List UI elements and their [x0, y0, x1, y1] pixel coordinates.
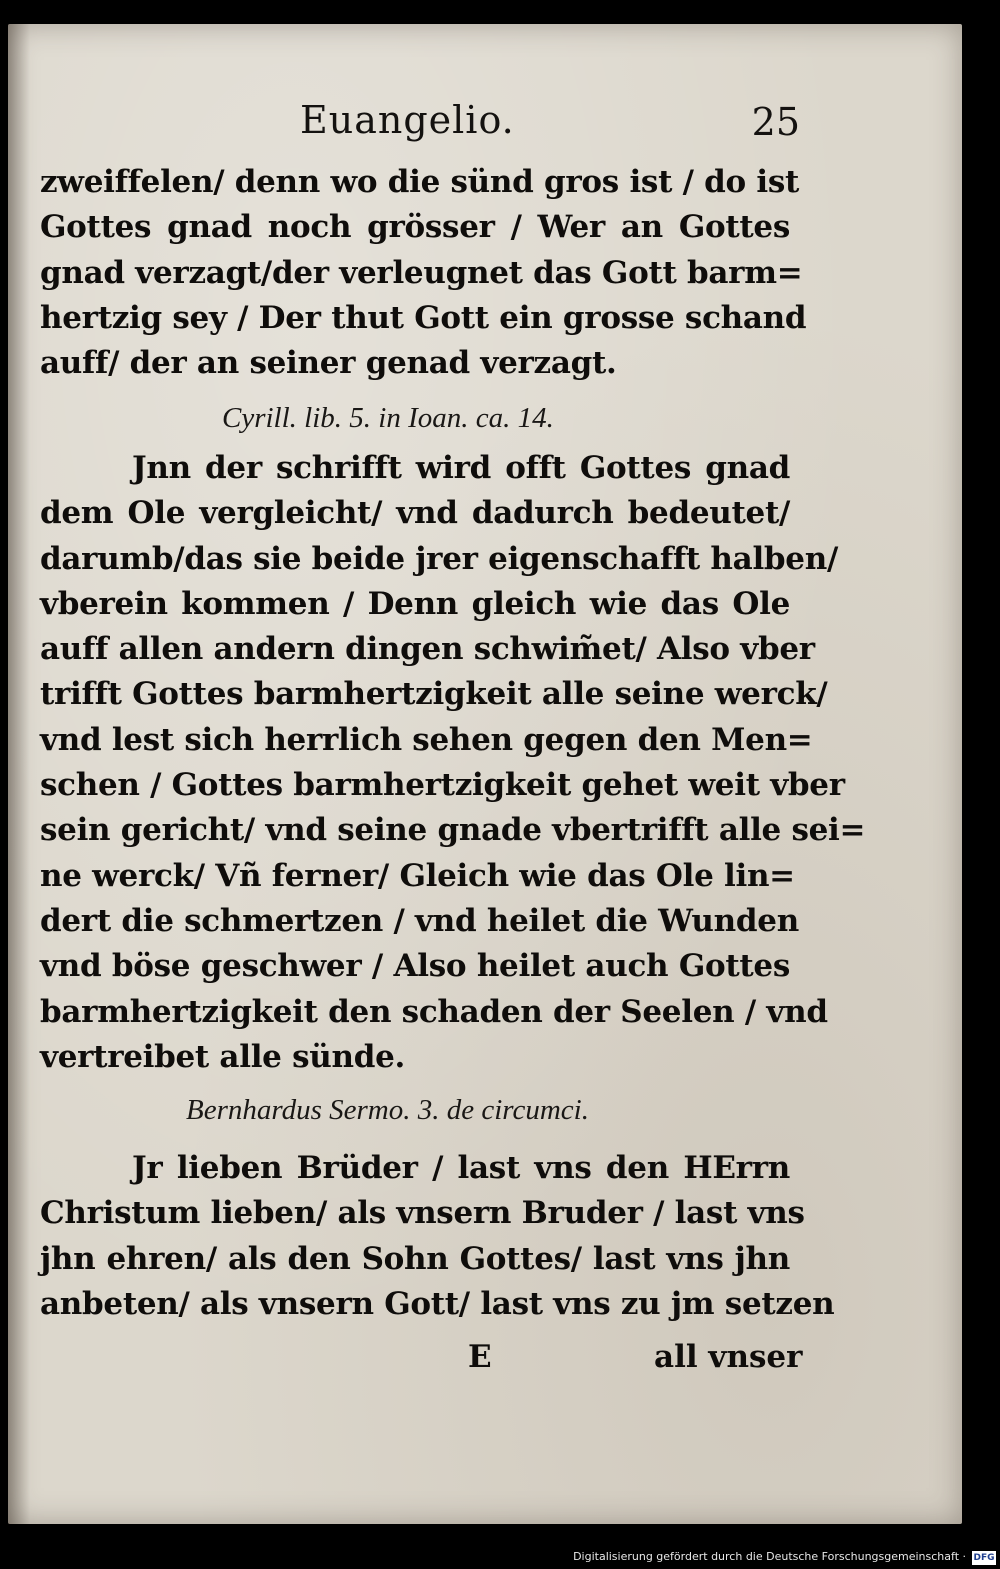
text-line: auff/ der an seiner genad verzagt. — [40, 345, 617, 382]
text-line: dem Ole vergleicht/ vnd dadurch bedeutet/ — [40, 495, 790, 532]
running-head: Euangelio. — [300, 98, 515, 142]
digitization-credit: Digitalisierung gefördert durch die Deutsche Forschungsgemeinschaft · — [573, 1550, 966, 1563]
paragraph-3 — [40, 1146, 835, 1327]
text-line: sein gericht/ vnd seine gnade vbertrifft alle sei= — [40, 812, 866, 849]
signature-mark: E — [468, 1339, 492, 1375]
text-line: zweiffelen/ denn wo die sünd gros ist / do ist — [40, 164, 800, 200]
text-line: Gottes gnad noch grösser / Wer an Gottes — [40, 209, 790, 246]
citation-bernhardus: Bernhardus Sermo. 3. de circumci. — [186, 1094, 589, 1126]
text-line: vertreibet alle sünde. — [40, 1038, 406, 1075]
text-line: jhn ehren/ als den Sohn Gottes/ last vns jhn — [40, 1240, 790, 1277]
citation-cyrill: Cyrill. lib. 5. in Ioan. ca. 14. — [222, 402, 554, 434]
text-line: Jnn der schrifft wird offt Gottes gnad — [132, 450, 790, 486]
text-line: Christum lieben/ als vnsern Bruder / last vns — [40, 1195, 805, 1232]
text-line: auff allen andern dingen schwim̃et/ Also vber — [40, 631, 815, 668]
text-line: vnd lest sich herrlich sehen gegen den Men= — [40, 721, 813, 758]
text-line: vberein kommen / Denn gleich wie das Ole — [40, 585, 790, 622]
page-header — [300, 98, 800, 148]
text-line: dert die schmertzen / vnd heilet die Wunden — [40, 902, 799, 939]
page-gutter-shadow — [8, 24, 30, 1524]
page-number: 25 — [751, 100, 800, 144]
text-line: gnad verzagt/der verleugnet das Gott barm= — [40, 254, 803, 291]
dfg-logo: DFG — [973, 1553, 995, 1563]
text-line: vnd böse geschwer / Also heilet auch Gottes — [40, 948, 790, 985]
catchword: all vnser — [654, 1339, 803, 1375]
text-line: Jr lieben Brüder / last vns den HErrn — [132, 1150, 790, 1186]
text-line: schen / Gottes barmhertzigkeit gehet weit vber — [40, 767, 845, 804]
text-line: barmhertzigkeit den schaden der Seelen / vnd — [40, 993, 828, 1030]
text-line: trifft Gottes barmhertzigkeit alle seine werck/ — [40, 676, 828, 713]
text-line: ne werck/ Vñ ferner/ Gleich wie das Ole lin= — [40, 857, 795, 894]
paragraph-1 — [40, 160, 807, 386]
paragraph-2 — [40, 446, 866, 1080]
text-line: hertzig sey / Der thut Gott ein grosse schand — [40, 299, 807, 336]
text-line: anbeten/ als vnsern Gott/ last vns zu jm setzen — [40, 1285, 835, 1322]
text-line: darumb/das sie beide jrer eigenschafft halben/ — [40, 540, 838, 577]
